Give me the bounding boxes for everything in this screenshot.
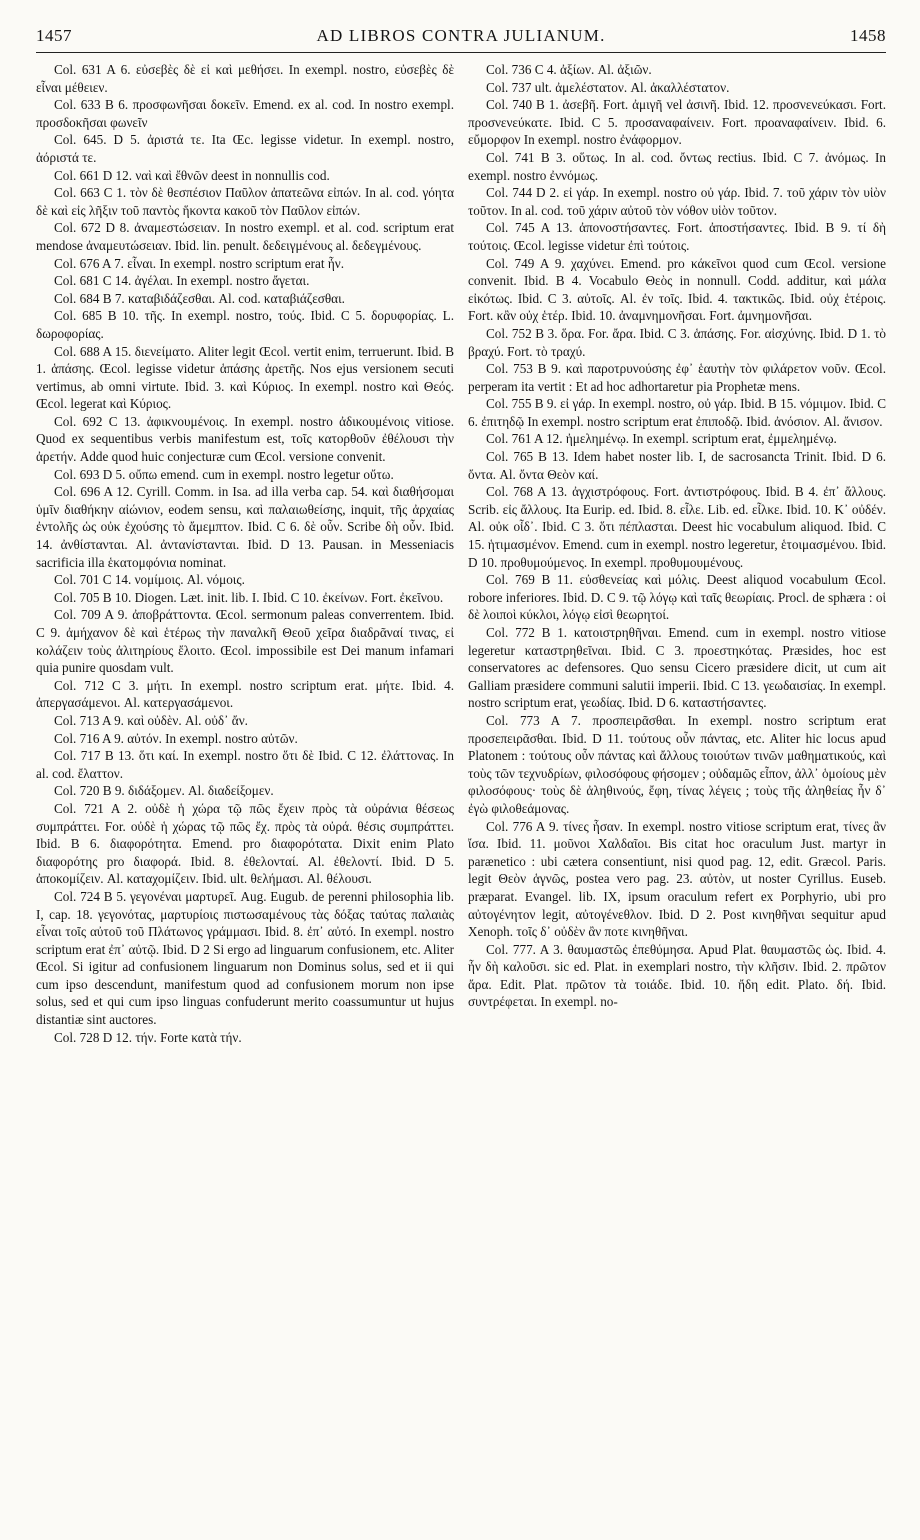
- note-entry: Col. 761 A 12. ἠμελημένῳ. In exempl. scriptum erat, ἐμμελημένῳ.: [486, 431, 837, 447]
- note-entry: Col. 717 B 13. ὅτι καί. In exempl. nostro ὅτι δὲ Ibid. C 12. ἐλάττονας. In al. cod. ἔλαττον.: [36, 748, 454, 781]
- note-entry: Col. 728 D 12. τήν. Forte κατὰ τήν.: [54, 1029, 242, 1045]
- note-entry: Col. 745 A 13. ἀπονοστήσαντες. Fort. ἀποστήσαντες. Ibid. B 9. τί δὴ τούτοις. Œcol. legisse videtur ἐπὶ τούτοις.: [468, 220, 886, 253]
- note-entry: Col. 712 C 3. μήτι. In exempl. nostro scriptum erat. μήτε. Ibid. 4. ἀπεργασάμενοι. Al. κατεργασάμενοι.: [36, 677, 454, 711]
- note-entry: Col. 777. A 3. θαυμαστῶς ἐπεθύμησα. Apud Plat. θαυμαστῶς ὡς. Ibid. 4. ἦν δὴ καλοῦσι. sic ed. Plat. in exemplari nostro, τὴν κλῆσιν. Ibid. 2. πρῶτον ἄρα. Edit. Plat. πρῶτον τὰ τοιάδε. Ibid. 10. ἤδη edit. Plato. δή. Ibid. συντρέφεται. In exempl. no-: [468, 941, 886, 1010]
- note-entry: Col. 661 D 12. ναὶ καὶ ἔθνῶν deest in nonnullis cod.: [54, 167, 330, 183]
- note-entry: Col. 701 C 14. νομίμοις. Al. νόμοις.: [54, 572, 245, 588]
- running-header: [36, 26, 886, 53]
- note-entry: Col. 684 B 7. καταβιδάζεσθαι. Al. cod. καταβιάζεσθαι.: [54, 290, 345, 306]
- note-entry: Col. 741 B 3. οὕτως. In al. cod. ὄντως rectius. Ibid. C 7. ἀνόμως. In exempl. nostro ἐννόμως.: [468, 149, 886, 183]
- note-entry: Col. 776 A 9. τίνες ἦσαν. In exempl. nostro vitiose scriptum erat, τίνες ἂν ἴσα. Ibid. 11. μοῦνοι Χαλδαῖοι. Bis citat hoc oraculum Just. martyr in parænetico : ubi cætera consentiunt, nisi quod pag. 12, edit. Græcol. Paris. legit Θεὸν ἁγνῶς, postea vero pag. 23. αὐτὸν, ut noster Cyrillus. Euseb. præparat. Evangel. lib. IX, ipsum oraculum refert ex Porphyrio, ubi pro αὐτογένητον legit, αὐτογένεθλον. Ibid. D 2. Post κινηθῆναι sequitur apud Xenoph. τοῖς δ᾽ οὐδὲν ἂν ποτε κινηθῆναι.: [468, 818, 886, 940]
- right-column: [468, 61, 886, 1046]
- note-entry: Col. 753 B 9. καὶ παροτρυνούσης ἐφ᾽ ἑαυτὴν τὸν φιλάρετον νοῦν. Œcol. perperam ita vertit : Et ad hoc adhortaretur pia Prophetæ mens.: [468, 361, 886, 394]
- running-title: AD LIBROS CONTRA JULIANUM.: [316, 26, 606, 45]
- note-entry: Col. 752 B 3. ὅρα. For. ἄρα. Ibid. C 3. ἁπάσης. For. αἰσχύνης. Ibid. D 1. τὸ βραχύ. Fort. τὸ τραχύ.: [468, 325, 886, 359]
- note-entry: Col. 755 B 9. εἰ γάρ. In exempl. nostro, οὐ γάρ. Ibid. B 15. νόμιμον. Ibid. C 6. ἐπιτηδῷ In exempl. nostro scriptum erat ἐπιποδῷ. Ibid. ἀνόσιον. Al. ἄνισον.: [468, 396, 886, 429]
- note-entry: Col. 696 A 12. Cyrill. Comm. in Isa. ad illa verba cap. 54. καὶ διαθήσομαι ὑμῖν διαθήκην αἰώνιον, eodem sensu, καὶ παλαιωθείσης, inquit, τῆς ἀρχαίας ἐντολῆς ὡς οὐκ ἐχούσης τὸ ἄμεμπτον. Ibid. C 6. δὲ οὖν. Scribe δὴ οὖν. Ibid. 14. ἀνθίστανται. Al. ἀντανίστανται. Ibid. D 13. Pausan. in Messeniacis sacrificia illa ἑκατομφόνια nominat.: [36, 484, 454, 570]
- note-entry: Col. 681 C 14. ἀγέλαι. In exempl. nostro ἄγεται.: [54, 273, 310, 289]
- note-entry: Col. 768 A 13. ἀγχιστρόφους. Fort. ἀντιστρόφους. Ibid. B 4. ἐπ᾽ ἄλλους. Scrib. εἰς ἄλλους. Ita Eurip. ed. Ibid. 8. εἶλε. Lib. ed. εἶλκε. Ibid. 10. Κ᾽ οὐδέν. Al. οὐκ οἶδ᾽. Ibid. C 3. ὅτι πέπλασται. Deest hic vocabulum aliquod. Ibid. C 15. ἡτιμασμένον. Emend. cum in exempl. nostro legeretur, ἑτοιμασμένου. Ibid. D 10. προθυμούμενος. In exempl. προθυμουμένους.: [468, 484, 886, 570]
- left-column: [36, 61, 454, 1046]
- note-entry: Col. 769 B 11. εὐσθενείας καὶ μόλις. Deest aliquod vocabulum Œcol. robore inferiores. Ibid. D. C 9. τῷ λόγῳ καὶ ταῖς θεωρίαις. Procl. de sphæra : οἱ δὲ λοιποὶ κύκλοι, λόγῳ εἰσὶ θεωρητοί.: [468, 572, 886, 623]
- note-entry: Col. 721 A 2. οὐδὲ ἡ χώρα τῷ πῶς ἔχειν πρὸς τὰ οὐράνια θέσεως συμπράττει. For. οὐδὲ ἡ χώρας τῷ πῶς ἔχ. πρὸς τὰ οὐρά. θέσις συμπράττει. Ibid. B 6. διαφορότητα. Emend. pro διαφορότατα. Dixit enim Plato διαφορότης pro διαφορά. Ibid. 8. ἐθελονταί. Al. ἐθελοντί. Ibid. D 5. ἀποκομίζειν. Al. καταχομίζειν. Ibid. ult. θελήμασι. Al. θέλουσι.: [36, 800, 454, 887]
- note-entry: Col. 720 B 9. διδάξομεν. Al. διαδείξομεν.: [54, 783, 274, 799]
- note-entry: Col. 744 D 2. εἰ γάρ. In exempl. nostro οὐ γάρ. Ibid. 7. τοῦ χάριν τὸν υἱὸν τοῦτον. In al. cod. τοῦ χάριν αὐτοῦ τὸν νόθον υἱὸν τοῦτον.: [468, 185, 886, 218]
- page-number-left: 1457: [36, 26, 72, 45]
- note-entry: Col. 676 A 7. εἶναι. In exempl. nostro scriptum erat ἦν.: [54, 255, 344, 271]
- note-entry: Col. 685 B 10. τῆς. In exempl. nostro, τούς. Ibid. C 5. δορυφορίας. L. δωροφορίας.: [36, 308, 454, 341]
- note-entry: Col. 663 C 1. τὸν δὲ θεσπέσιον Παῦλον ἀπατεῶνα εἰπών. In al. cod. γόητα δὲ καὶ εἰς λῆξιν τοῦ παντὸς ἥκοντα κακοῦ τὸν Παῦλον εἰπών.: [36, 185, 454, 218]
- note-entry: Col. 749 A 9. χαχύνει. Emend. pro κάκεῖνοι quod cum Œcol. versione convenit. Ibid. B 4. Vocabulo Θεὸς in nonnull. Codd. additur, καὶ μάλα εἰκότως. Ibid. C 3. αὐτοῖς. Al. ἐν τοῖς. Ibid. 4. τακτικῶς. Ibid. οὐχ ἑτέροις. Fort. κἂν οὐχ ἑτέρ. Ibid. 10. ἀναμνημονῆσαι. Fort. ἀμνημονῆσαι.: [468, 255, 886, 324]
- note-entry: Col. 645. D 5. ἀριστά τε. Ita Œc. legisse videtur. In exempl. nostro, ἀόριστά τε.: [36, 132, 454, 165]
- text-columns: [36, 61, 886, 1046]
- note-entry: Col. 740 B 1. ἀσεβῆ. Fort. ἀμιγῆ vel ἀσινῆ. Ibid. 12. προσνενεύκασι. Fort. προσνενεύκατε. Ibid. C 5. προσαναφαίνειν. Fort. προαναφαίνειν. Ibid. 6. εὔμορφον In exempl. nostro ἐνάφορμον.: [468, 97, 886, 148]
- note-entry: Col. 631 A 6. εὐσεβὲς δὲ εἰ καὶ μεθήσει. In exempl. nostro, εὐσεβὲς δὲ εἶναι μέθειεν.: [36, 62, 454, 95]
- page-number-right: 1458: [850, 26, 886, 45]
- note-entry: Col. 773 A 7. προσπειρᾶσθαι. In exempl. nostro scriptum erat προσεπειρᾶσθαι. Ibid. D 11. τούτους οὖν πάντας, etc. Aliter hic locus apud Platonem : τούτους οὖν πάντας καὶ ἄλλους τοιούτων τινῶν μαθηματικούς, καὶ τοὺς τῶν τεχνυδρίων, φιλοσόφους φήσομεν ; οὐδαμῶς εἶπον, ἀλλ᾽ ὁμοίους μὲν φιλοσόφους· τοὺς δὲ ἀληθινούς, ἔφη, τίνας λέγεις ; τοὺς τῆς ἀληθείας ἦν δ᾽ ἐγὼ φιλοθεάμονας.: [468, 712, 886, 816]
- note-entry: Col. 724 B 5. γεγονέναι μαρτυρεῖ. Aug. Eugub. de perenni philosophia lib. I, cap. 18. γεγονότας, μαρτυρίοις πιστωσαμένους τὰς δόξας ταύτας παλαιὰς εἶναι τοῖς αὐτοῦ τοῦ Πλάτωνος γράμμασι. Ibid. 8. ἐπ᾽ αὐτό. In exempl. nostro scriptum erat ἐπ᾽ αὐτῷ. Ibid. D 2 Si ergo ad linguarum confusionem, etc. Aliter Œcol. Si igitur ad confusionem linguarum non Dominus solus, sed et ii qui cum ipso descendunt, manifestum quod ad confusionem morum non ipse solus, sed et qui cum ipso linguas confuderunt merito coassumuntur ut hujus distantiæ sint auctores.: [36, 888, 454, 1028]
- note-entry: Col. 709 A 9. ἀποβράττοντα. Œcol. sermonum paleas converrentem. Ibid. C 9. ἀμήχανον δὲ καὶ ἑτέρως τὴν παναλκῆ Θεοῦ χεῖρα διαδρᾶναί τινας, εἰ κολάζειν τοὺς ἀλιτηρίους ἔλοιτο. Œcol. impossibile est Dei manum infamari quia punire quosdam vult.: [36, 607, 454, 676]
- note-entry: Col. 716 A 9. αὐτόν. In exempl. nostro αὐτῶν.: [54, 730, 298, 746]
- note-entry: Col. 633 B 6. προσφωνῆσαι δοκεῖν. Emend. ex al. cod. In nostro exempl. προσδοκῆσαι φωνεῖν: [36, 97, 454, 130]
- note-entry: Col. 737 ult. ἀμελέστατον. Al. ἀκαλλέστατον.: [486, 79, 730, 95]
- note-entry: Col. 688 A 15. διενείματο. Aliter legit Œcol. vertit enim, terruerunt. Ibid. B 1. ἁπάσης. Œcol. legisse videtur ἁπάσης ἀρετῆς. Nos ejus versionem secuti vertimus, ab omni virtute. Ibid. 3. καὶ Κύριος. In exempl. nostro καὶ Θεός. Œcol. legerat καὶ Κύριος.: [36, 343, 454, 412]
- note-entry: Col. 693 D 5. οὔπω emend. cum in exempl. nostro legetur οὔτω.: [54, 466, 394, 482]
- note-entry: Col. 736 C 4. ἀξίων. Al. ἀξιῶν.: [486, 62, 652, 77]
- note-entry: Col. 672 D 8. ἀναμεστώσειαν. In nostro exempl. et al. cod. scriptum erat mendose ἀναμευτώσειαν. Ibid. lin. penult. δεδειγμένους al. δεδεγμένους.: [36, 220, 454, 253]
- note-entry: Col. 713 A 9. καὶ οὐδὲν. Al. οὐδ᾽ ἄν.: [54, 712, 248, 728]
- note-entry: Col. 705 B 10. Diogen. Læt. init. lib. I. Ibid. C 10. ἐκείνων. Fort. ἐκεῖνου.: [54, 589, 444, 605]
- note-entry: Col. 765 B 13. Idem habet noster lib. I, de sacrosancta Trinit. Ibid. D 6. ὄντα. Al. ὄντα Θεὸν καί.: [468, 449, 886, 482]
- note-entry: Col. 772 B 1. κατοιστρηθῆναι. Emend. cum in exempl. nostro vitiose legeretur καταστρηθεῖναι. Ibid. C 3. προεστηκότας. Præsides, hoc est conservatores ac defensores. Quo sensu Cicero præsidere dicit, ut cum ait Galliam præsidere communi salutii imperii. Ibid. C 13. γεωδαισίας. In exempl. nostro scriptum erat, γεωδίας. Ibid. D 6. καταστήσαντες.: [468, 625, 886, 711]
- note-entry: Col. 692 C 13. ἀφικνουμένοις. In exempl. nostro ἀδικουμένοις vitiose. Quod ex sequentibus verbis manifestum est, τοῖς κατορθοῦν ἐθέλουσι τὴν ἀρετήν. Adde quod huic conjecturæ cum Œcol. versione convenit.: [36, 413, 454, 465]
